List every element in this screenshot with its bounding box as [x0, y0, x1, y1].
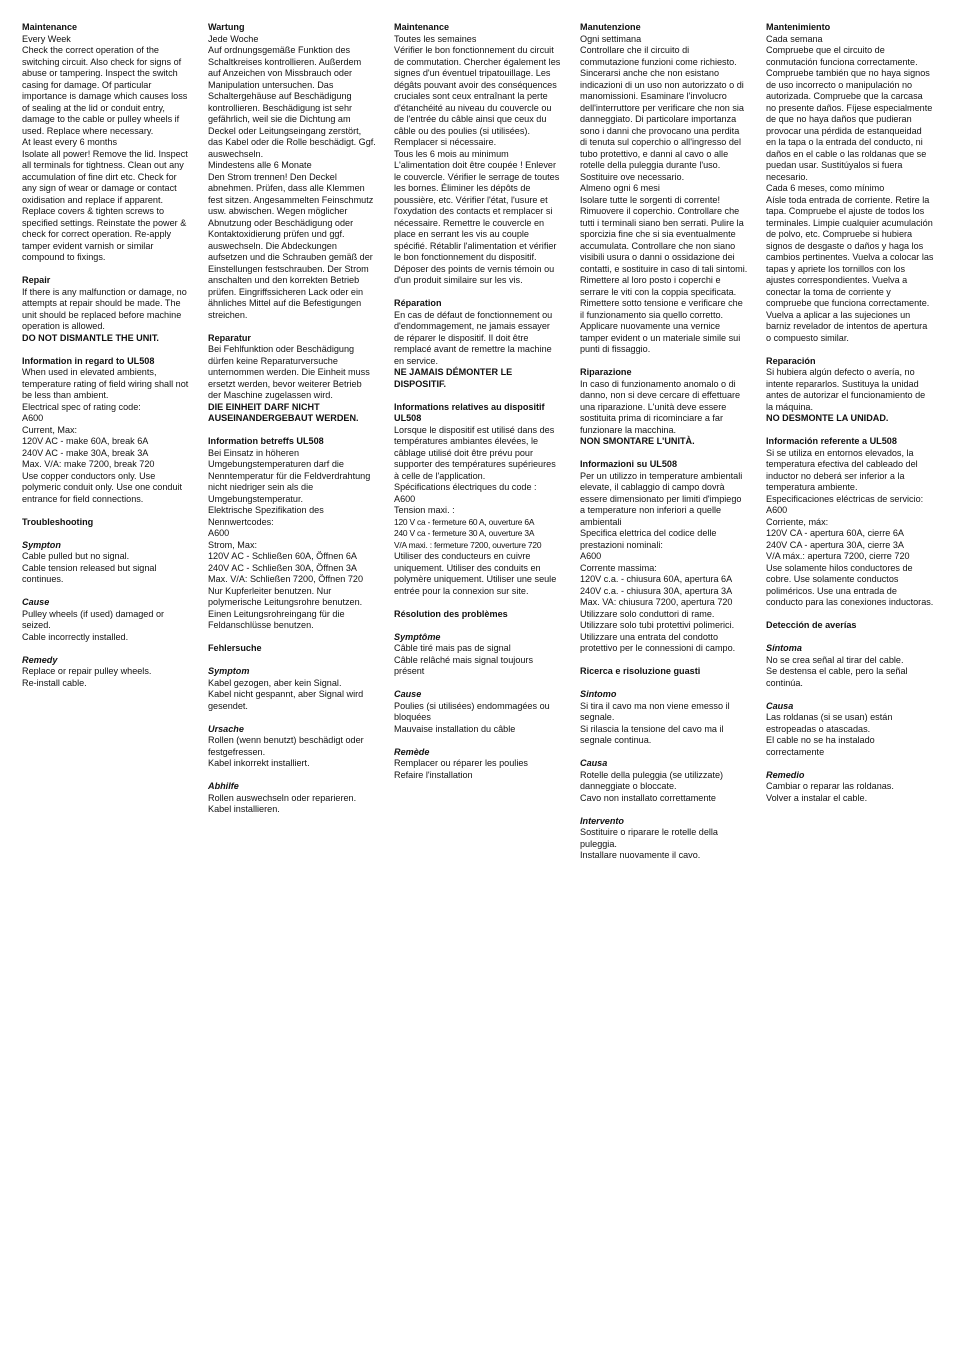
section: [766, 436, 934, 609]
paragraph: Max. V/A: Schließen 7200, Öffnen 720: [208, 574, 364, 584]
paragraph: Aísle toda entrada de corriente. Retire la tapa. Compruebe el ajuste de todos los terminales. Limpie cualquier acumulación de polvo, etc. Compruebe si hubiera signos de desgaste o daños y haga los cambios pertinentes. Vuelva a colocar las tapas y apriete los tornillos con los ajustes correspondientes. Vuelva a conectar la toma de corriente y compruebe que funciona correctamente. Vuelva a aplicar a las sujeciones un barniz revelador de intentos de apertura o compuesto similar.: [766, 194, 934, 343]
paragraph: Si hubiera algún defecto o avería, no intente repararlos. Sustituya la unidad antes de autorizar el funcionamiento de la máquina.: [766, 367, 926, 412]
section: [766, 356, 934, 425]
section-heading: Detección de averías: [766, 620, 857, 630]
subheading: Causa: [580, 758, 608, 768]
section: [580, 666, 748, 862]
paragraph: 120V AC - make 60A, break 6A: [22, 436, 149, 446]
section: [22, 517, 190, 690]
paragraph: Isolare tutte le sorgenti di corrente! Rimuovere il coperchio. Controllare che tutti i terminali siano ben serrati. Pulire la sporcizia fine che si sia eventualmente accumulata. Controllare che non siano visibili usura o danni o ossidazione dei contatti, e sostituire in caso di tali sintomi. Rimettere al loro posto i coperchi e serrare le viti con la coppia specificata. Rimettere sotto tensione e verificare che il funzionamento sia quello corretto. Applicare nuovamente una vernice tamper evident o un materiale simile sui punti di fissaggio.: [580, 194, 748, 354]
paragraph: Per un utilizzo in temperature ambientali elevate, il cablaggio di campo dovrà essere dimensionato per limiti d'impiego a temperature non inferiori a quelle ambientali: [580, 470, 743, 527]
paragraph: Tous les 6 mois au minimum: [394, 148, 509, 159]
paragraph: L'alimentation doit être coupée ! Enlever le couvercle. Vérifier le serrage de toutes les bornes. Éliminer les dépôts de poussière, etc. Vérifier l'état, l'usure et l'oxydation des contacts et remplacer si nécessaire. Remettre le couvercle en place en serrant les vis au couple spécifié. Rétablir l'alimentation et vérifier le bon fonctionnement du dispositif. Déposer des points de vernis témoin ou d'un produit similaire sur les vis.: [394, 160, 560, 285]
section: [766, 620, 934, 804]
section: [766, 22, 934, 344]
paragraph: 120V CA - apertura 60A, cierre 6A: [766, 528, 904, 538]
section-heading: Riparazione: [580, 367, 632, 377]
paragraph: Cada 6 meses, como mínimo: [766, 183, 885, 193]
section: [22, 22, 190, 264]
paragraph: Câble relâché mais signal toujours présent: [394, 654, 534, 676]
paragraph: Use copper conductors only. Use polymeric conduit only. Use one conduit entrance for field connections.: [22, 470, 183, 504]
section: [580, 459, 748, 655]
subheading: Cause: [394, 689, 422, 699]
section-heading: Repair: [22, 275, 51, 285]
warning-text: DIE EINHEIT DARF NICHT AUSEINANDERGEBAUT WERDEN.: [208, 401, 359, 423]
paragraph: Den Strom trennen! Den Deckel abnehmen. Prüfen, dass alle Klemmen fest sitzen. Angesammelten Feinschmutz usw. abwischen. Wegen möglicher Abnutzung oder Beschädigung oder Kontaktoxidierung prüfen und ggf. auswechseln. Die Abdeckungen aufsetzen und die Schrauben gemäß der Einstellungen festschrauben. Der Strom anschalten und den korrekten Betrieb prüfen. Eingriffssicheren Lack oder ein ähnliches Mittel auf die Befestigungen streichen.: [208, 171, 374, 320]
paragraph: No se crea señal al tirar del cable.: [766, 654, 904, 665]
paragraph: Las roldanas (si se usan) están estropeadas o atascadas.: [766, 712, 893, 734]
subheading: Intervento: [580, 815, 624, 826]
paragraph: Corriente, máx:: [766, 516, 829, 527]
warning-text: NE JAMAIS DÉMONTER LE DISPOSITIF.: [394, 367, 513, 389]
subheading: Symptôme: [394, 631, 441, 642]
paragraph: Ogni settimana: [580, 33, 642, 44]
paragraph: Kabel nicht gespannt, aber Signal wird gesendet.: [208, 689, 364, 711]
paragraph: Cambiar o reparar las roldanas.: [766, 781, 894, 791]
paragraph: Bei Einsatz in höheren Umgebungstemperaturen darf die Nenntemperatur für die Feldverdrahtung nicht niedriger sein als die Umgebungstemperatur.: [208, 447, 371, 504]
paragraph: Re-install cable.: [22, 677, 87, 688]
section: [208, 22, 376, 321]
subheading: Causa: [766, 700, 794, 711]
section-heading: Informations relatives au dispositif UL508: [394, 401, 545, 423]
paragraph: Auf ordnungsgemäße Funktion des Schaltkreises kontrollieren. Außerdem auf Anzeichen von Missbrauch oder Manipulation untersuchen. Das Schaltergehäuse auf Beschädigung kontrollieren. Beschädigung ist sehr gefährlich, weil sie die Dichtung am Deckel oder Leitungseingang zerstört, das Kabel oder die Rolle beschädigt. Ggf. auswechseln.: [208, 45, 376, 159]
paragraph: Every Week: [22, 33, 71, 44]
column-de: [208, 22, 376, 827]
paragraph: Lorsque le dispositif est utilisé dans des températures ambiantes élevées, le câblage utilisé doit être prévu pour supporter des températures supérieures à celle de l'application.: [394, 424, 556, 481]
section-heading: Maintenance: [394, 22, 450, 32]
paragraph: Strom, Max:: [208, 539, 258, 550]
subheading: Abhilfe: [208, 781, 239, 791]
paragraph: Current, Max:: [22, 424, 78, 435]
paragraph: 120 V ca - fermeture 60 A, ouverture 6A: [394, 516, 535, 527]
paragraph: Si tira il cavo ma non viene emesso il segnale.: [580, 700, 730, 722]
paragraph: V/A máx.: apertura 7200, cierre 720: [766, 551, 910, 561]
subheading: Cause: [22, 597, 50, 607]
paragraph: A600: [766, 505, 788, 515]
paragraph: 240V AC - make 30A, break 3A: [22, 447, 149, 458]
paragraph: Use solamente hilos conductores de cobre. Use solamente conductos poliméricos. Use una entrada de conducto para las conexiones inductoras.: [766, 562, 934, 607]
subheading: Remède: [394, 746, 430, 757]
paragraph: Cada semana: [766, 33, 823, 44]
subheading: Síntoma: [766, 643, 802, 653]
subheading: Remedy: [22, 654, 58, 665]
paragraph: Se destensa el cable, pero la señal continúa.: [766, 666, 908, 688]
paragraph: Jede Woche: [208, 33, 259, 44]
section: [394, 22, 562, 287]
paragraph: Kabel gezogen, aber kein Signal.: [208, 677, 342, 688]
paragraph: A600: [580, 551, 602, 561]
paragraph: Cavo non installato correttamente: [580, 792, 716, 803]
section-heading: Reparatur: [208, 332, 251, 343]
column-it: [580, 22, 748, 873]
column-fr: [394, 22, 562, 793]
section: [22, 275, 190, 344]
section: [394, 402, 562, 598]
section-heading: Information in regard to UL508: [22, 355, 155, 366]
paragraph: Check the correct operation of the switching circuit. Also check for signs of abuse or tampering. Inspect the switch casing for damage. Of particular importance is damage which causes loss of sealing at the lid or conduit entry, damage to the cable or pulley wheels if used. Replace where necessary.: [22, 45, 188, 136]
paragraph: Electrical spec of rating code:: [22, 401, 141, 412]
section-heading: Troubleshooting: [22, 516, 94, 527]
paragraph: Câble tiré mais pas de signal: [394, 643, 511, 653]
warning-text: NON SMONTARE L'UNITÀ.: [580, 436, 695, 446]
section-heading: Information betreffs UL508: [208, 436, 324, 446]
paragraph: Utiliser des conducteurs en cuivre uniquement. Utiliser des conduits en polymère uniquement. Utiliser une seule entrée pour la connexion sur site.: [394, 551, 557, 596]
paragraph: Controllare che il circuito di commutazione funzioni come richiesto. Sincerarsi anche che non esistano indicazioni di un uso non autorizzato o di manomissioni. Esaminare l'involucro dell'interruttore per verificare che non sia danneggiato. Di particolare importanza sono i danni che provocano una perdita di tenuta sul coperchio o all'ingresso del tubo protettivo, e danni al cavo o alle rotelle della puleggia durante l'uso. Sostituire ove necessario.: [580, 45, 744, 182]
paragraph: Volver a instalar el cable.: [766, 792, 868, 803]
paragraph: Kabel inkorrekt installiert.: [208, 758, 310, 768]
paragraph: Sostituire o riparare le rotelle della puleggia.: [580, 827, 718, 849]
paragraph: Spécifications électriques du code :: [394, 482, 537, 492]
section: [580, 22, 748, 356]
subheading: Symptom: [208, 666, 250, 676]
section-heading: Reparación: [766, 355, 816, 366]
section-heading: Maintenance: [22, 22, 78, 32]
paragraph: 240V AC - Schließen 30A, Öffnen 3A: [208, 562, 357, 573]
paragraph: Especificaciones eléctricas de servicio:: [766, 493, 924, 504]
section-heading: Résolution des problèmes: [394, 608, 508, 619]
manual-page: [22, 22, 934, 873]
section: [22, 356, 190, 506]
paragraph: A600: [394, 493, 416, 504]
paragraph: Elektrische Spezifikation des Nennwertcodes:: [208, 505, 324, 527]
paragraph: Si se utiliza en entornos elevados, la temperatura efectiva del cableado del inductor no deberá ser inferior a la temperatura ambiente.: [766, 447, 918, 492]
paragraph: When used in elevated ambients, temperature rating of field wiring shall not be less than ambient.: [22, 367, 189, 400]
paragraph: At least every 6 months: [22, 137, 118, 147]
paragraph: If there is any malfunction or damage, no attempts at repair should be made. The unit should be replaced before machine operation is allowed.: [22, 286, 187, 331]
column-es: [766, 22, 934, 816]
paragraph: Isolate all power! Remove the lid. Inspect all terminals for tightness. Clean out any accumulation of fine dirt etc. Check for any sign of wear or damage or contact oxidisation and replace if apparent. Replace covers & tighten screws to specified settings. Reinstate the power & check for correct operation. Re-apply tamper evident varnish or similar compound to fixings.: [22, 148, 188, 262]
section: [208, 333, 376, 425]
column-en: [22, 22, 190, 701]
subheading: Sintomo: [580, 689, 617, 699]
paragraph: 120V AC - Schließen 60A, Öffnen 6A: [208, 551, 357, 561]
paragraph: Toutes les semaines: [394, 33, 477, 44]
paragraph: Specifica elettrica del codice delle prestazioni nominali:: [580, 528, 717, 550]
paragraph: Tension maxi. :: [394, 505, 455, 515]
section: [580, 367, 748, 448]
paragraph: Vérifier le bon fonctionnement du circuit de commutation. Chercher également les signes d'un éventuel tripatouillage. Les dégâts pouvant avoir des conséquences cruciales sont ceux entraînant la perte d'étanchéité au niveau du couvercle ou de l'entrée du câble ainsi que ceux du câble ou des poulies (si utilisées). Remplacer si nécessaire.: [394, 45, 561, 147]
section-heading: Fehlersuche: [208, 643, 262, 653]
section: [394, 609, 562, 782]
paragraph: Almeno ogni 6 mesi: [580, 183, 660, 193]
section-heading: Réparation: [394, 298, 442, 308]
paragraph: Nur Kupferleiter benutzen. Nur polymerische Leitungsrohre benutzen. Einen Leitungsrohreingang für die Feldanschlüsse benutzen.: [208, 585, 363, 630]
paragraph: Rollen auswechseln oder reparieren.: [208, 792, 357, 803]
paragraph: Replace or repair pulley wheels.: [22, 666, 152, 676]
paragraph: A600: [22, 413, 44, 423]
paragraph: In caso di funzionamento anomalo o di danno, non si deve cercare di effettuare una riparazione. L'unità deve essere sostituita prima di ricominciare a far funzionare la macchina.: [580, 378, 741, 435]
warning-text: DO NOT DISMANTLE THE UNIT.: [22, 332, 159, 343]
section-heading: Wartung: [208, 22, 245, 32]
paragraph: En cas de défaut de fonctionnement ou d'endommagement, ne jamais essayer de réparer le dispositif. Il doit être remplacé avant de remettre la machine en service.: [394, 309, 553, 366]
paragraph: Compruebe que el circuito de conmutación funciona correctamente. Compruebe también que no haya signos de uso incorrecto o manipulación no autorizada. Compruebe que la carcasa no presente daños. Fíjese especialmente de que no haya daños que pudieran provocar una pérdida de estanqueidad en la tapa o la entrada del conducto, ni daños en el cable o las roldanas que se puedan usar. Sustitúyalos si fuera necesario.: [766, 45, 933, 182]
section: [394, 298, 562, 390]
paragraph: Poulies (si utilisées) endommagées ou bloquées: [394, 700, 550, 722]
paragraph: 240 V ca - fermeture 30 A, ouverture 3A: [394, 528, 535, 538]
paragraph: Mauvaise installation du câble: [394, 723, 516, 734]
section-heading: Ricerca e risoluzione guasti: [580, 666, 701, 676]
section-heading: Informazioni su UL508: [580, 459, 678, 469]
paragraph: Rollen (wenn benutzt) beschädigt oder festgefressen.: [208, 735, 364, 757]
paragraph: V/A maxi. : fermeture 7200, ouverture 720: [394, 539, 542, 550]
paragraph: El cable no se ha instalado correctamente: [766, 735, 875, 757]
subheading: Remedio: [766, 769, 805, 780]
paragraph: Installare nuovamente il cavo.: [580, 850, 701, 860]
paragraph: Refaire l'installation: [394, 769, 473, 780]
paragraph: 240V CA - apertura 30A, cierre 3A: [766, 539, 904, 550]
paragraph: Cable tension released but signal continues.: [22, 562, 157, 584]
paragraph: 120V c.a. - chiusura 60A, apertura 6A: [580, 574, 733, 584]
paragraph: Max. VA: chiusura 7200, apertura 720: [580, 597, 733, 607]
section: [208, 643, 376, 816]
paragraph: Cable incorrectly installed.: [22, 631, 129, 642]
subheading: Sympton: [22, 539, 61, 550]
paragraph: Kabel installieren.: [208, 804, 280, 814]
paragraph: Pulley wheels (if used) damaged or seized.: [22, 608, 165, 630]
section-heading: Mantenimiento: [766, 22, 831, 32]
paragraph: Mindestens alle 6 Monate: [208, 160, 312, 170]
paragraph: 240V c.a. - chiusura 30A, apertura 3A: [580, 585, 733, 596]
paragraph: Bei Fehlfunktion oder Beschädigung dürfen keine Reparaturversuche unternommen werden. Die Einheit muss ersetzt werden, bevor weiterer Betrieb der Maschine zugelassen wird.: [208, 344, 370, 400]
section-heading: Información referente a UL508: [766, 436, 897, 446]
section-heading: Manutenzione: [580, 22, 641, 32]
paragraph: Si rilascia la tensione del cavo ma il segnale continua.: [580, 723, 724, 745]
warning-text: NO DESMONTE LA UNIDAD.: [766, 413, 889, 423]
paragraph: Utilizzare solo conduttori di rame. Utilizzare solo tubi protettivi polimerici. Utilizzare una entrata del condotto protettivo per le connessioni di campo.: [580, 608, 736, 653]
subheading: Ursache: [208, 723, 244, 734]
section: [208, 436, 376, 632]
paragraph: Corrente massima:: [580, 562, 657, 573]
paragraph: Remplacer ou réparer les poulies: [394, 758, 528, 768]
paragraph: A600: [208, 528, 230, 538]
paragraph: Cable pulled but no signal.: [22, 551, 130, 561]
paragraph: Rotelle della puleggia (se utilizzate) danneggiate o bloccate.: [580, 769, 724, 791]
paragraph: Max. V/A: make 7200, break 720: [22, 459, 155, 469]
